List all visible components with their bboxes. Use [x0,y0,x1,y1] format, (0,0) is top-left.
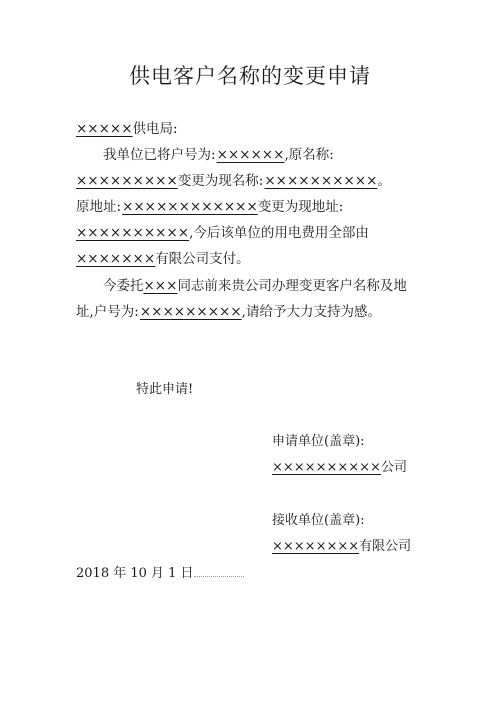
applicant-line [272,459,407,477]
body-text: 我单位已将户号为: [103,147,216,163]
application-date: 2018 年 10 月 1 日 [76,566,194,581]
body-text: 变更为现地址: [257,199,344,215]
account-number-placeholder: ×××××× [216,147,285,163]
body-line-2 [76,172,436,190]
body-text: ,原名称: [284,147,334,163]
new-name-placeholder: ×××××××××× [264,173,378,189]
body-text: 。 [377,173,391,189]
body-text: ,请给予大力支持为感。 [241,304,381,320]
body-line-4 [76,224,436,242]
body-text: 址,户号为: [76,304,139,320]
body-text: ,今后该单位的用电费用全部由 [189,225,369,241]
addressee-suffix: 供电局: [132,121,178,137]
date-line [76,564,244,583]
addressee-line [76,120,436,138]
receiver-label: 接收单位(盖章): [272,513,365,528]
body-text: 今委托 [103,278,144,294]
applicant-label: 申请单位(盖章): [272,434,365,449]
delegate-placeholder: ××× [143,278,178,294]
body-text: 变更为现名称: [177,173,264,189]
closing-line: 特此申请! [136,382,194,397]
applicant-name-placeholder: ×××××××××× [272,460,381,475]
new-address-placeholder: ×××××××××× [76,225,190,241]
applicant-suffix: 公司 [380,460,407,475]
body-text: 有限公司支付。 [155,251,250,267]
receiver-suffix: 有限公司 [359,539,412,554]
body-text: 原地址: [76,199,122,215]
body-line-1 [76,146,463,164]
body-line-7 [76,303,436,321]
payer-company-placeholder: ××××××× [76,251,156,267]
body-text: 同志前来贵公司办理变更客户名称及地 [177,278,407,294]
document-title: 供电客户名称的变更申请 [129,64,371,88]
receiver-line [272,538,411,556]
old-address-placeholder: ×××××××××××× [122,199,258,215]
date-trailing-line [194,564,244,577]
body-line-5 [76,250,436,268]
addressee-name: ××××× [76,121,133,137]
body-line-3 [76,198,436,216]
body-line-6 [76,277,463,295]
account-number-placeholder-2: ××××××××× [139,304,242,320]
old-name-placeholder: ××××××××× [76,173,178,189]
receiver-name-placeholder: ×××××××× [272,539,360,554]
